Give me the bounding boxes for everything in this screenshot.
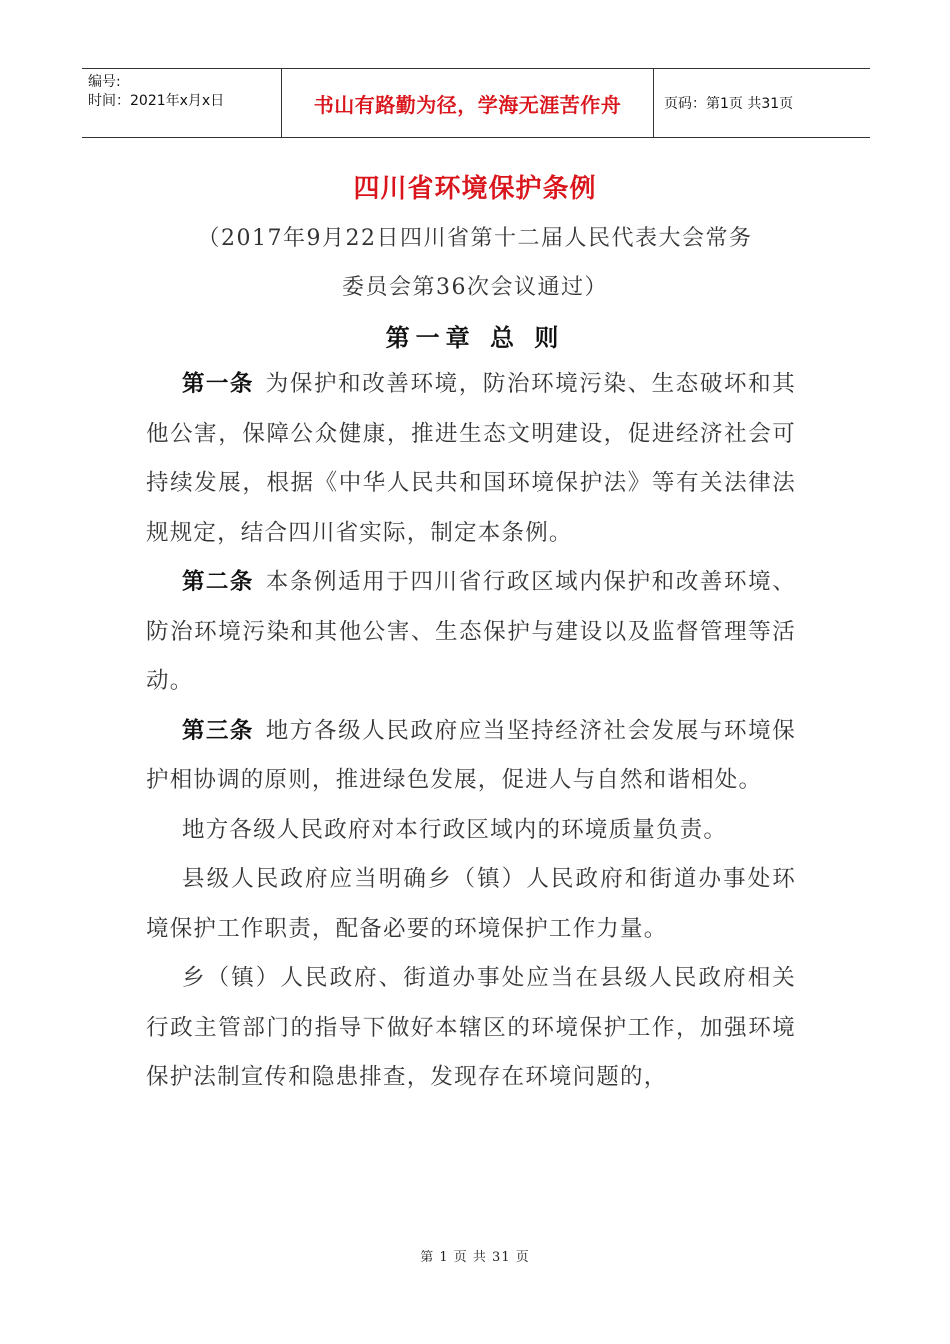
article-number: 第二条 [182, 569, 254, 595]
paragraph [146, 806, 796, 856]
paragraph [146, 707, 796, 806]
number-label: 编号: [88, 74, 121, 90]
time-label: 时间：2021年x月x日 [88, 93, 225, 109]
paragraph [146, 855, 796, 954]
paragraph-text: 地方各级人民政府对本行政区域内的环境质量负责。 [182, 816, 728, 843]
article-number: 第一条 [182, 371, 254, 397]
document-body [146, 360, 796, 1103]
motto-text: 书山有路勤为径，学海无涯苦作舟 [313, 92, 622, 117]
paragraph [146, 558, 796, 707]
document-title: 四川省环境保护条例 [353, 174, 597, 204]
header-table [82, 68, 870, 138]
header-meta-cell [82, 69, 282, 137]
paragraph-text: 为保护和改善环境，防治环境污染、生态破坏和其他公害，保障公众健康，推进生态文明建设，促进经济社会可持续发展，根据《中华人民共和国环境保护法》等有关法律法规规定，结合四川省实际，制定本条例。 [146, 371, 796, 546]
article-number: 第三条 [182, 717, 254, 744]
paragraph-text: 乡（镇）人民政府、街道办事处应当在县级人民政府相关行政主管部门的指导下做好本辖区的环境保护工作，加强环境保护法制宣传和隐患排查，发现存在环境问题的， [146, 965, 796, 1090]
page-info: 页码：第1页 共31页 [664, 96, 794, 112]
paragraph [146, 954, 796, 1103]
page-footer: 第 1 页 共 31 页 [420, 1250, 530, 1265]
header-motto-cell [282, 69, 654, 137]
paragraph-text: 县级人民政府应当明确乡（镇）人民政府和街道办事处环境保护工作职责，配备必要的环境保护工作力量。 [146, 866, 796, 942]
document-subtitle-line1: （2017年9月22日四川省第十二届人民代表大会常务 [197, 226, 753, 251]
paragraph [146, 360, 796, 558]
document-subtitle-line2: 委员会第36次会议通过） [342, 275, 608, 300]
header-page-cell [654, 69, 870, 137]
paragraph-text: 本条例适用于四川省行政区域内保护和改善环境、防治环境污染和其他公害、生态保护与建设以及监督管理等活动。 [146, 569, 796, 694]
paragraph-text: 地方各级人民政府应当坚持经济社会发展与环境保护相协调的原则，推进绿色发展，促进人与自然和谐相处。 [146, 717, 796, 793]
chapter-heading: 第一章 总 则 [385, 324, 565, 352]
